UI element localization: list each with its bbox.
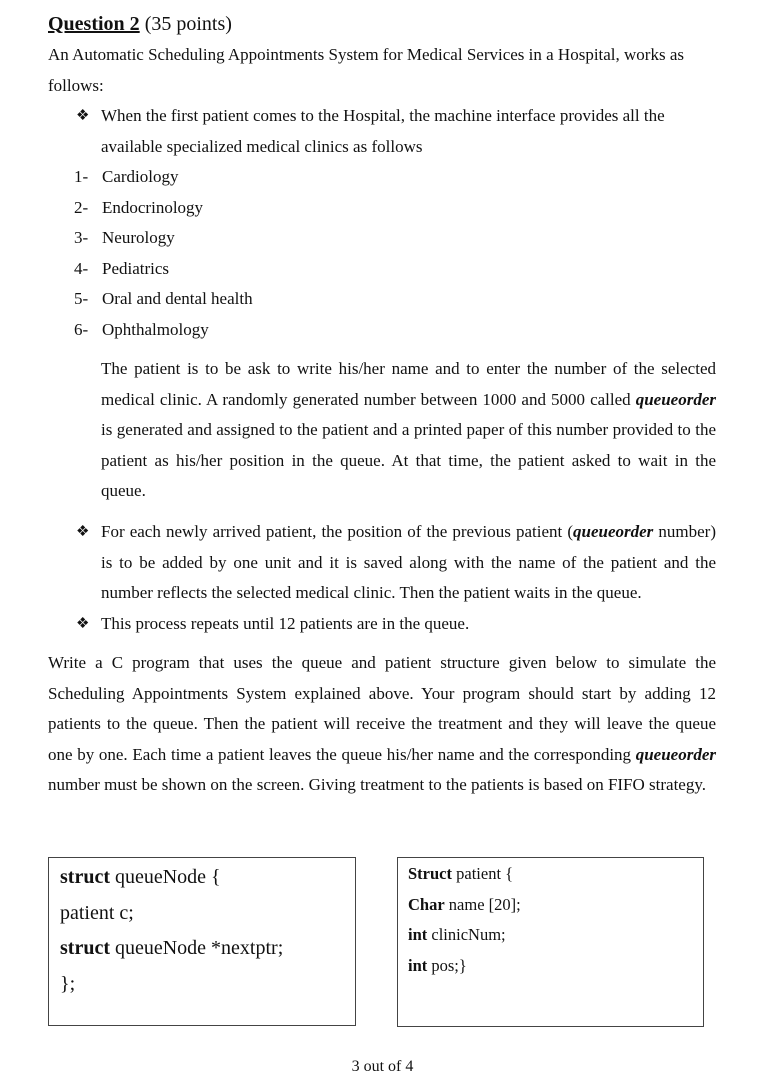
list-item: 1- Cardiology: [74, 167, 179, 186]
queue-node-code-box: [48, 857, 356, 1026]
list-item: 4- Pediatrics: [74, 259, 170, 278]
list-item: 6- Ophthalmology: [74, 320, 209, 339]
bullet1-line-1: When the first patient comes to the Hospital, the machine interface provides all the: [101, 106, 665, 125]
diamond-bullet-icon: ❖: [76, 616, 90, 632]
question-heading: [48, 10, 232, 38]
patient-struct-code-box: [397, 857, 704, 1027]
list-item: 3- Neurology: [74, 228, 175, 247]
patient-struct-code: Struct patient { Char name [20]; int clinicNum; int pos;}: [408, 864, 521, 975]
question-points: (35 points): [144, 13, 232, 35]
page-number: 3 out of 4: [351, 1058, 414, 1075]
bullet3-line: This process repeats until 12 patients are in the queue.: [101, 614, 470, 633]
patient-paragraph: The patient is to be ask to write his/her name and to enter the number of the selected medical clinic. A randomly generated number between 1000 and 5000 called queueorder is generated and assigned to the patient and a printed paper of this number provided to the patient as his/her position in the queue. At that time, the patient asked to wait in the queue.: [101, 359, 716, 501]
intro-line-1: An Automatic Scheduling Appointments System for Medical Services in a Hospital, works as: [48, 45, 684, 64]
list-item: 2- Endocrinology: [74, 198, 204, 217]
list-item: 5- Oral and dental health: [74, 289, 253, 308]
bullet1-line-2: available specialized medical clinics as follows: [101, 137, 423, 156]
bullet2-paragraph: For each newly arrived patient, the position of the previous patient (queueorder number) is to be added by one unit and it is saved along with the name of the patient and the number reflects the selected medical clinic. Then the patient waits in the queue.: [101, 522, 716, 603]
diamond-bullet-icon: ❖: [76, 108, 90, 124]
queue-node-code: struct queueNode { patient c; struct queueNode *nextptr; };: [60, 866, 284, 995]
task-paragraph: Write a C program that uses the queue and patient structure given below to simulate the Scheduling Appointments System explained above. Your program should start by adding 12 patients to the queue. Then the patient will receive the treatment and they will leave the queue one by one. Each time a patient leaves the queue his/her name and the corresponding queueorder number must be shown on the screen. Giving treatment to the patients is based on FIFO strategy.: [48, 653, 716, 795]
diamond-bullet-icon: ❖: [76, 524, 90, 540]
question-title: Question 2: [48, 13, 140, 35]
intro-line-2: follows:: [48, 76, 104, 95]
